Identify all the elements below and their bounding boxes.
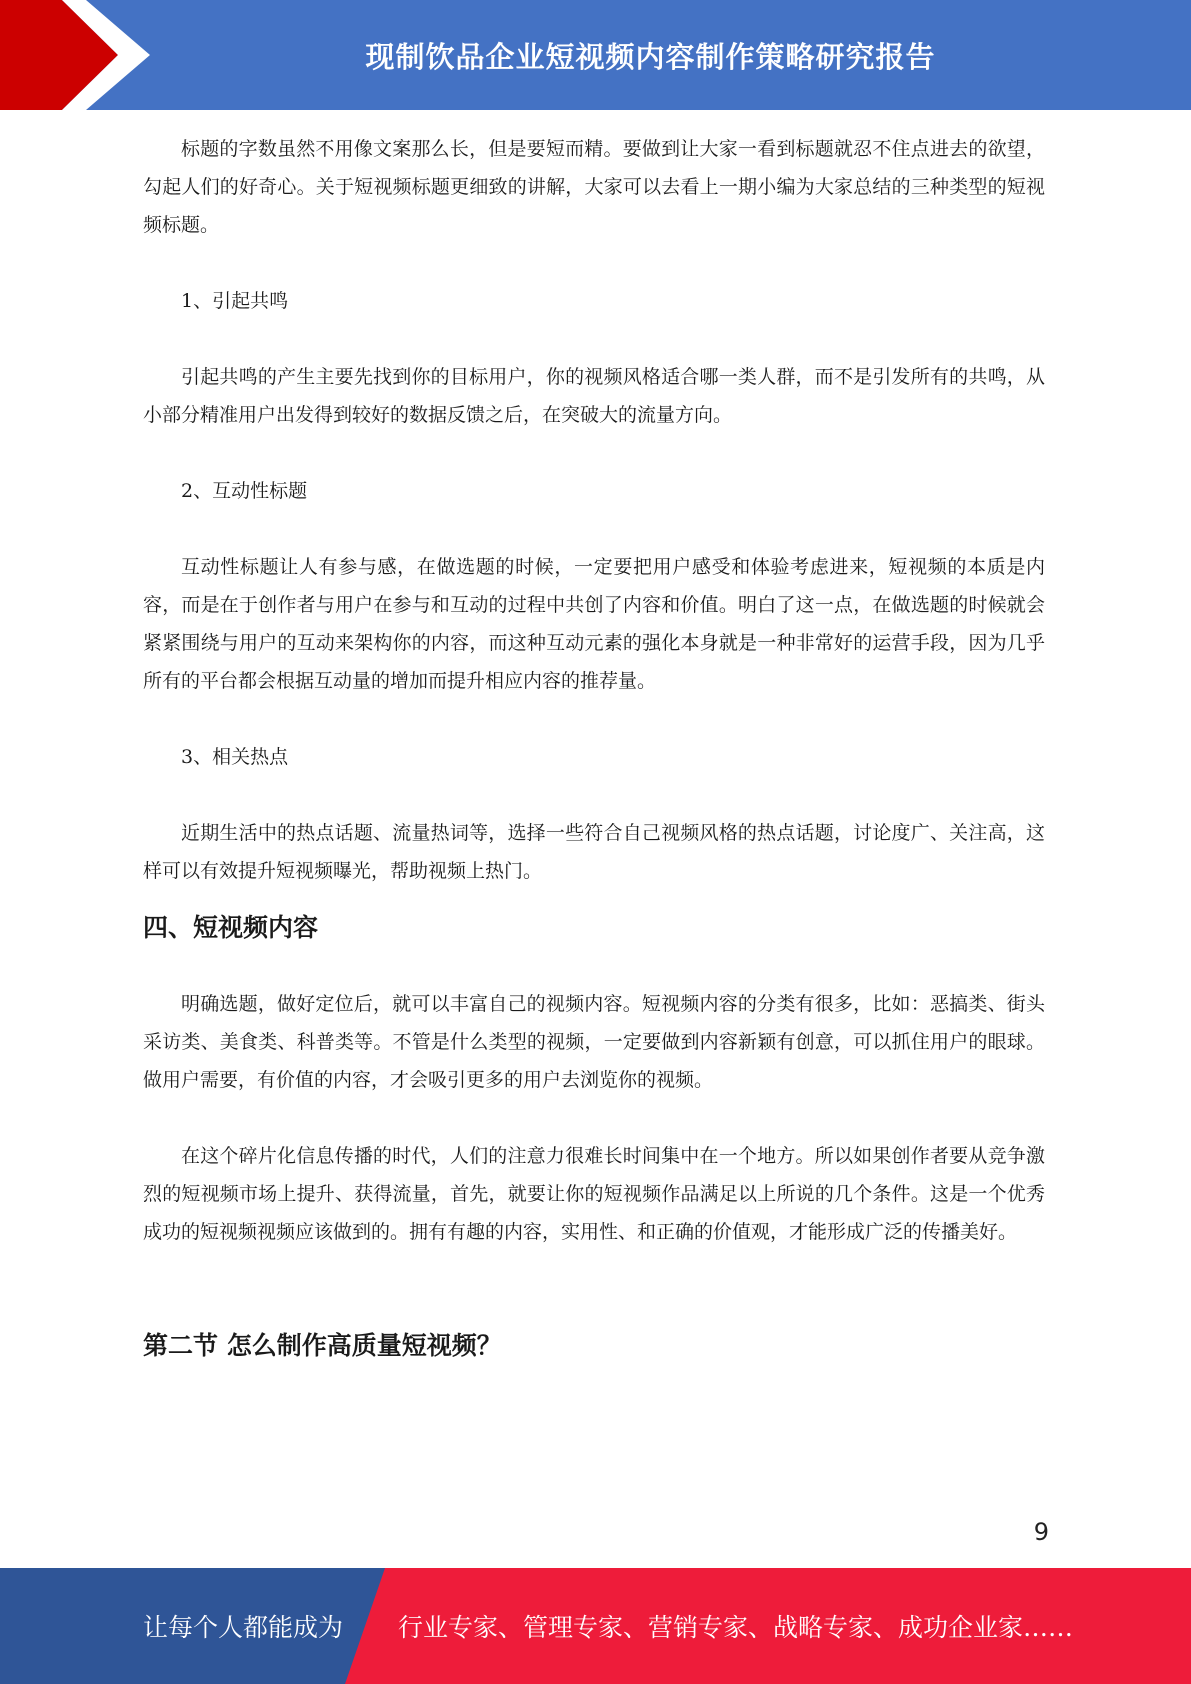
header-arrow-decoration (0, 0, 160, 110)
page-footer (0, 1568, 1191, 1684)
paragraph-hot-topics: 近期生活中的热点话题、流量热词等，选择一些符合自己视频风格的热点话题，讨论度广、关注高，这样可以有效提升短视频曝光，帮助视频上热门。 (143, 822, 1045, 882)
footer-slogan-left: 让每个人都能成为 (143, 1613, 344, 1642)
page-number: 9 (1033, 1518, 1049, 1546)
paragraph-video-content: 明确选题，做好定位后，就可以丰富自己的视频内容。短视频内容的分类有很多，比如：恶搞类、街头采访类、美食类、科普类等。不管是什么类型的视频，一定要做到内容新颖有创意，可以抓住用户的眼球。做用户需要，有价值的内容，才会吸引更多的用户去浏览你的视频。 (143, 993, 1045, 1091)
page-header (0, 0, 1191, 110)
paragraph-resonance: 引起共鸣的产生主要先找到你的目标用户，你的视频风格适合哪一类人群，而不是引发所有的共鸣，从小部分精准用户出发得到较好的数据反馈之后，在突破大的流量方向。 (143, 366, 1045, 426)
paragraph-fragmented-era: 在这个碎片化信息传播的时代，人们的注意力很难长时间集中在一个地方。所以如果创作者要从竞争激烈的短视频市场上提升、获得流量，首先，就要让你的短视频作品满足以上所说的几个条件。这是一个优秀成功的短视频视频应该做到的。拥有有趣的内容，实用性、和正确的价值观，才能形成广泛的传播美好。 (143, 1145, 1045, 1243)
section-heading-video-content: 四、短视频内容 (143, 913, 319, 942)
list-item-resonance: 1、引起共鸣 (181, 290, 289, 312)
list-item-hot-topics: 3、相关热点 (181, 746, 289, 768)
section-heading-second: 第二节 怎么制作高质量短视频？ (143, 1331, 502, 1360)
paragraph-interactive-title: 互动性标题让人有参与感，在做选题的时候，一定要把用户感受和体验考虑进来，短视频的本质是内容，而是在于创作者与用户在参与和互动的过程中共创了内容和价值。明白了这一点，在做选题的时候就会紧紧围绕与用户的互动来架构你的内容，而这种互动元素的强化本身就是一种非常好的运营手段，因为几乎所有的平台都会根据互动量的增加而提升相应内容的推荐量。 (143, 556, 1045, 692)
document-body (143, 130, 1045, 1365)
header-title: 现制饮品企业短视频内容制作策略研究报告 (365, 39, 936, 74)
list-item-interactive-title: 2、互动性标题 (181, 480, 308, 502)
footer-slogan-right: 行业专家、管理专家、营销专家、战略专家、成功企业家…… (398, 1613, 1074, 1642)
paragraph-title-length: 标题的字数虽然不用像文案那么长，但是要短而精。要做到让大家一看到标题就忍不住点进去的欲望，勾起人们的好奇心。关于短视频标题更细致的讲解，大家可以去看上一期小编为大家总结的三种类型的短视频标题。 (143, 138, 1045, 236)
